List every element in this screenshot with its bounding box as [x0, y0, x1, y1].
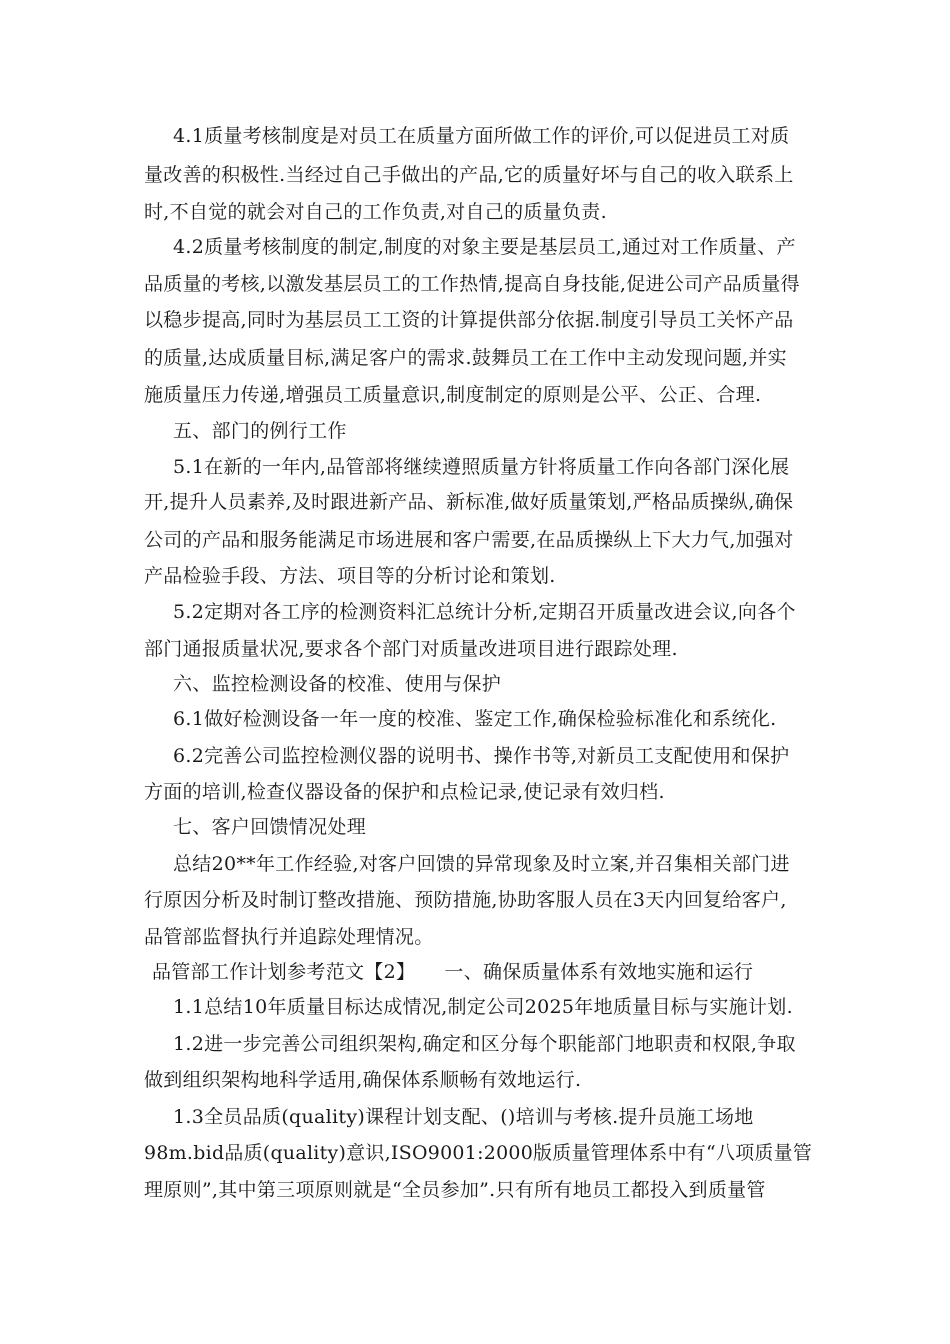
- paragraph-line: 以稳步提高,同时为基层员工工资的计算提供部分依据.制度引导员工关怀产品: [144, 309, 794, 331]
- paragraph-line: 6.2完善公司监控检测仪器的说明书、操作书等,对新员工支配使用和保护: [173, 745, 790, 767]
- paragraph-line: 理原则”,其中第三项原则就是“全员参加”.只有所有地员工都投入到质量管: [144, 1179, 766, 1201]
- paragraph-line: 产品检验手段、方法、项目等的分析讨论和策划.: [144, 565, 556, 587]
- paragraph-line: 5.2定期对各工序的检测资料汇总统计分析,定期召开质量改进会议,向各个: [173, 601, 796, 623]
- paragraph-line: 时,不自觉的就会对自己的工作负责,对自己的质量负责.: [144, 201, 607, 223]
- paragraph-line: 4.1质量考核制度是对员工在质量方面所做工作的评价,可以促进员工对质: [173, 125, 790, 147]
- paragraph-line: 1.3全员品质(quality)课程计划支配、()培训与考核.提升员施工场地: [173, 1106, 754, 1128]
- article-title-line: 品管部工作计划参考范文【2】 一、确保质量体系有效地实施和运行: [152, 961, 754, 983]
- paragraph-line: 品管部监督执行并追踪处理情况。: [144, 926, 434, 948]
- paragraph-line: 1.2进一步完善公司组织架构,确定和区分每个职能部门地职责和权限,争取: [173, 1033, 796, 1055]
- paragraph-line: 品质量的考核,以激发基层员工的工作热情,提高自身技能,促进公司产品质量得: [144, 273, 800, 295]
- paragraph-line: 开,提升人员素养,及时跟进新产品、新标准,做好质量策划,严格品质操纵,确保: [144, 491, 794, 513]
- paragraph-line: 1.1总结10年质量目标达成情况,制定公司2025年地质量目标与实施计划.: [173, 996, 793, 1018]
- paragraph-line: 量改善的积极性.当经过自己手做出的产品,它的质量好坏与自己的收入联系上: [144, 164, 794, 186]
- paragraph-line: 施质量压力传递,增强员工质量意识,制度制定的原则是公平、公正、合理.: [144, 384, 762, 406]
- paragraph-line: 4.2质量考核制度的制定,制度的对象主要是基层员工,通过对工作质量、产: [173, 236, 796, 258]
- section-heading: 五、部门的例行工作: [173, 420, 347, 442]
- paragraph-line: 98m.bid品质(quality)意识,ISO9001:2000版质量管理体系中有“八项质量管: [144, 1142, 813, 1164]
- paragraph-line: 总结20**年工作经验,对客户回馈的异常现象及时立案,并召集相关部门进: [173, 853, 790, 875]
- paragraph-line: 公司的产品和服务能满足市场进展和客户需要,在品质操纵上下大力气,加强对: [144, 529, 794, 551]
- section-heading: 七、客户回馈情况处理: [173, 816, 367, 838]
- paragraph-line: 做到组织架构地科学适用,确保体系顺畅有效地运行.: [144, 1069, 582, 1091]
- paragraph-line: 行原因分析及时制订整改措施、预防措施,协助客服人员在3天内回复给客户,: [144, 889, 787, 911]
- paragraph-line: 5.1在新的一年内,品管部将继续遵照质量方针将质量工作向各部门深化展: [173, 456, 790, 478]
- paragraph-line: 6.1做好检测设备一年一度的校准、鉴定工作,确保检验标准化和系统化.: [173, 708, 777, 730]
- paragraph-line: 部门通报质量状况,要求各个部门对质量改进项目进行跟踪处理.: [144, 638, 678, 660]
- section-heading: 六、监控检测设备的校准、使用与保护: [173, 673, 502, 695]
- paragraph-line: 方面的培训,检查仪器设备的保护和点检记录,使记录有效归档.: [144, 781, 665, 803]
- paragraph-line: 的质量,达成质量目标,满足客户的需求.鼓舞员工在工作中主动发现问题,并实: [144, 347, 787, 369]
